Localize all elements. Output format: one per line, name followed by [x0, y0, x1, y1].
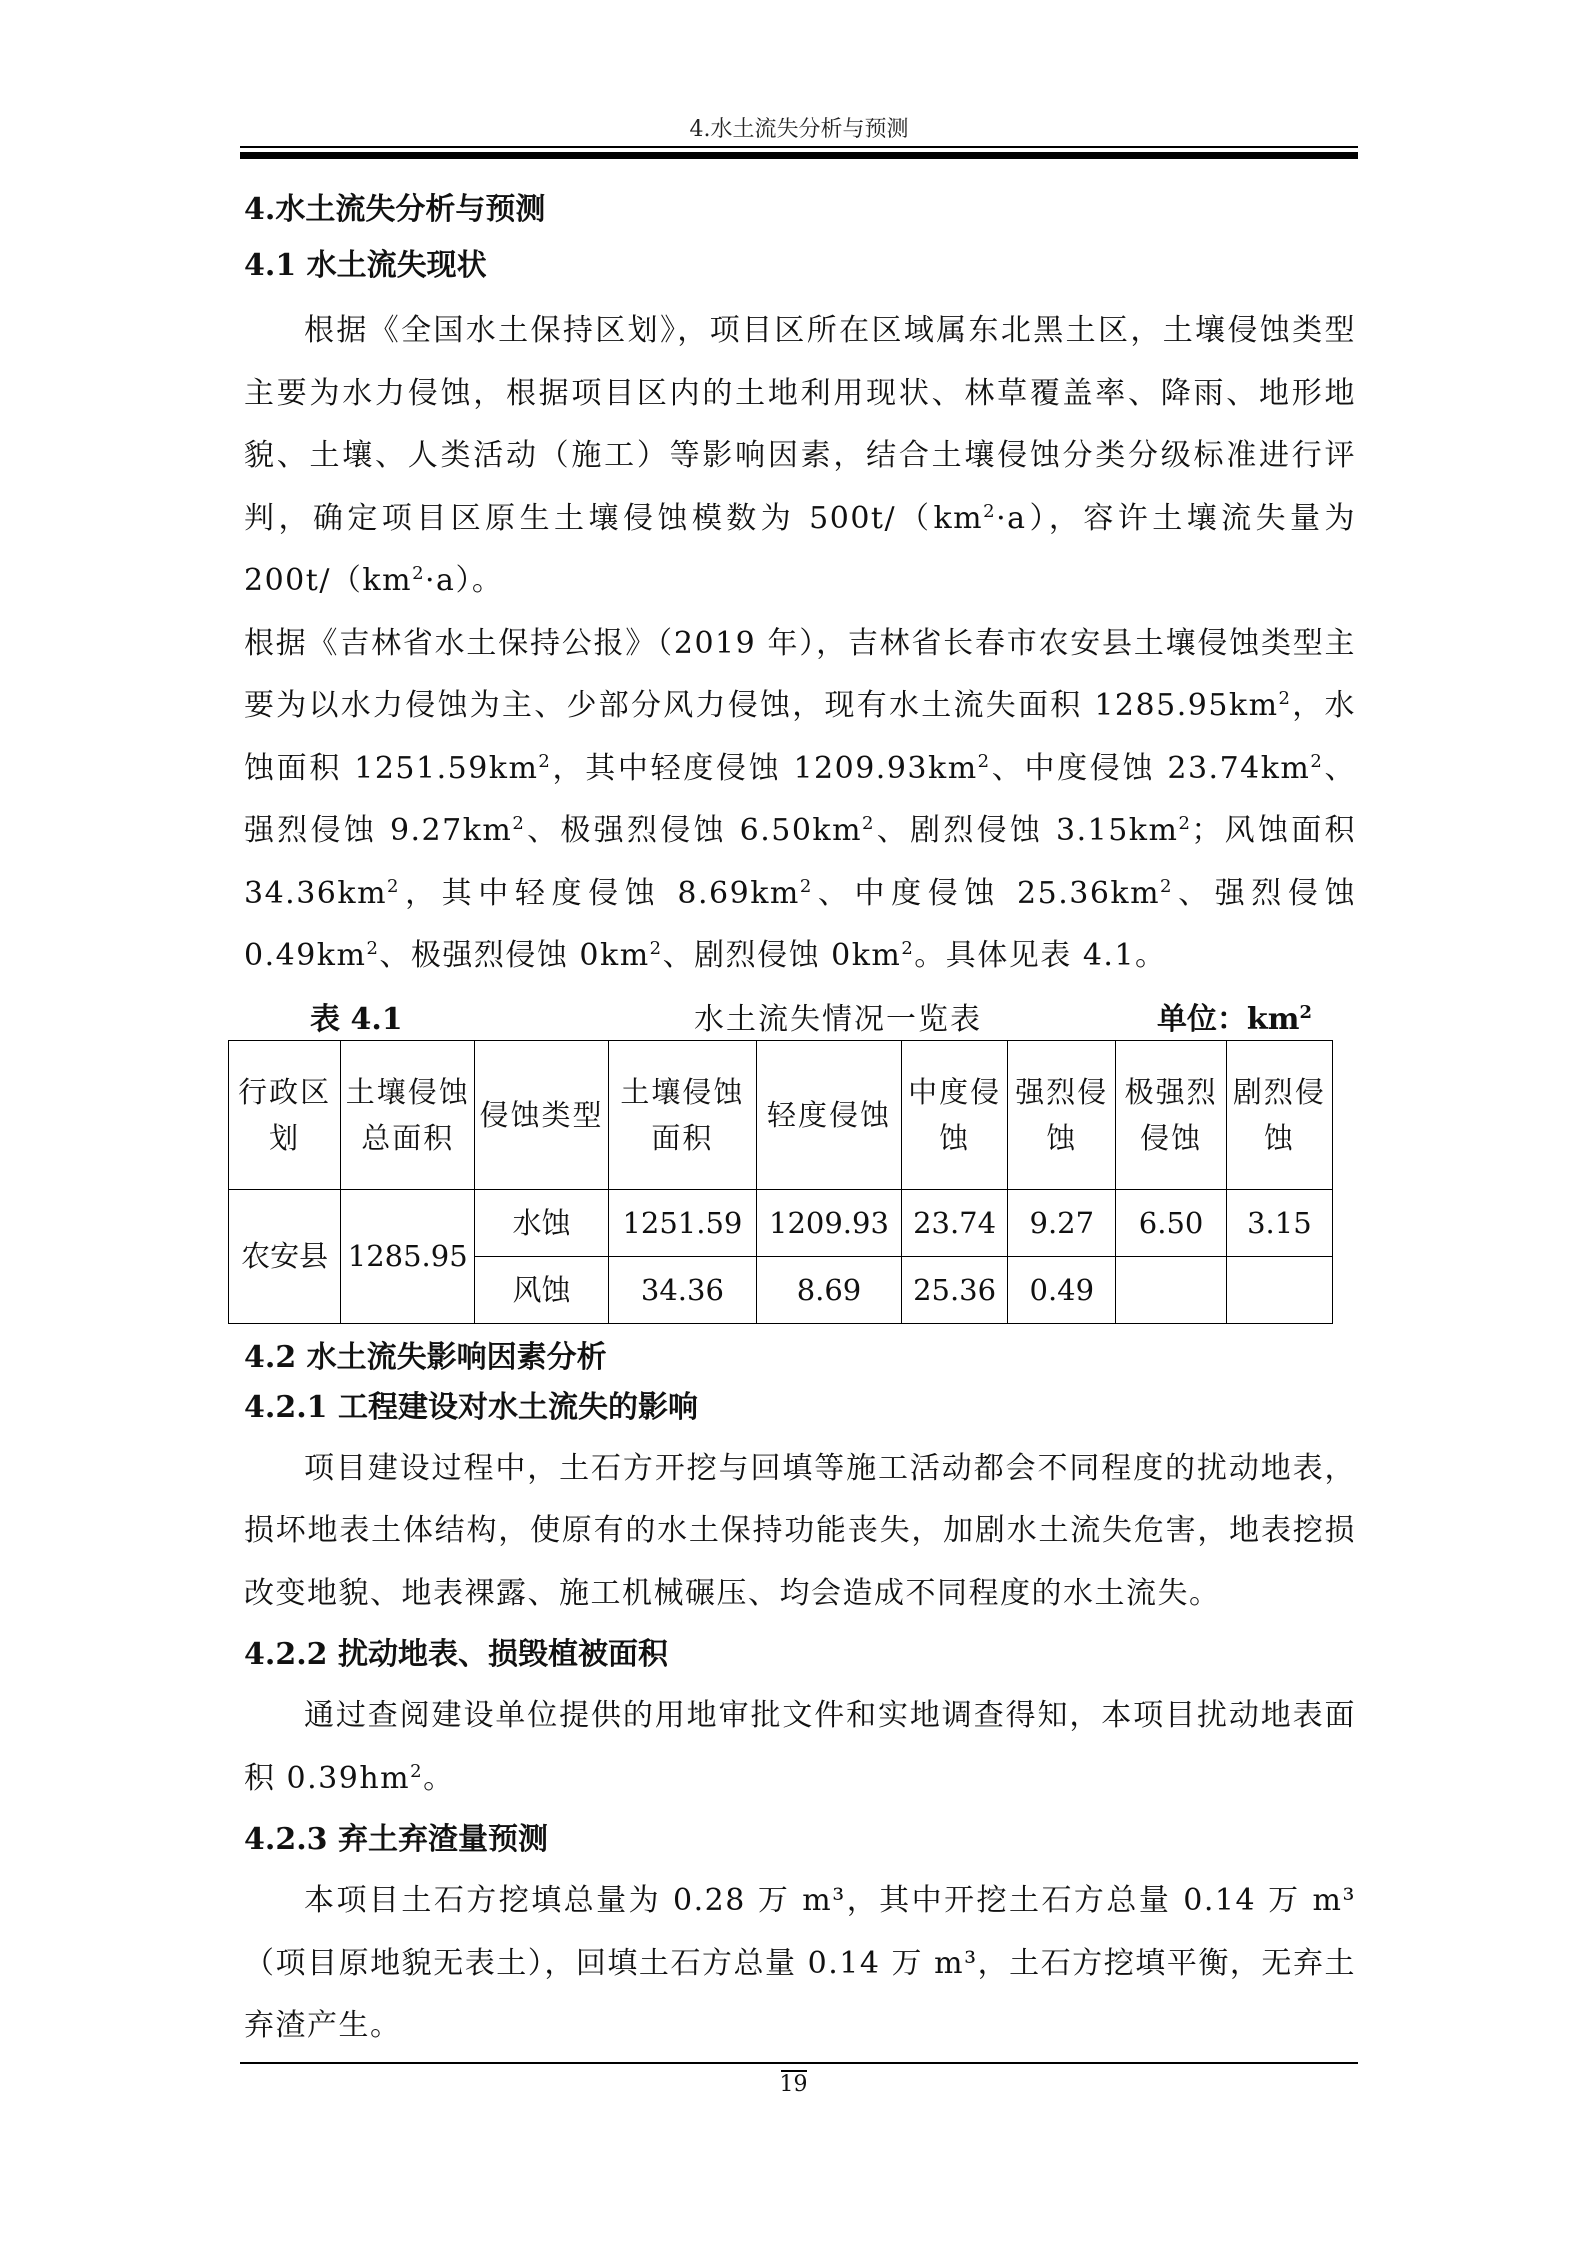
table-title: 水土流失情况一览表 — [694, 1001, 982, 1037]
heading-4-2-2: 4.2.2 扰动地表、损毁植被面积 — [244, 1637, 668, 1672]
header-cell: 侵蚀类型 — [475, 1040, 609, 1189]
paragraph-bulletin: 根据《吉林省水土保持公报》（2019 年），吉林省长春市农安县土壤侵蚀类型主要为以水力侵蚀为主、少部分风力侵蚀，现有水土流失面积 $1285.95km^2$，水蚀面积 $1251.59km^2$，其中轻度侵蚀 $1209.93km^2$、中度侵蚀 $23.74km^2$、强烈侵蚀 $9.27km^2$、极强烈侵蚀 $6.50km^2$、剧烈侵蚀 $3.15km^2$；风蚀面积 $34.36km^2$，其中轻度侵蚀 $8.69km^2$、中度侵蚀 $25.36km^2$、强烈侵蚀 $0.49km^2$、极强烈侵蚀 $0km^2$、剧烈侵蚀 $0km^2$。具体见表 4.1。 — [244, 625, 1357, 973]
heading-4-1: 4.1 水土流失现状 — [244, 248, 487, 283]
type-cell: 风蚀 — [475, 1256, 609, 1323]
header-cell: 极强烈侵蚀 — [1116, 1040, 1226, 1189]
value-cell: 1209.93 — [756, 1189, 901, 1256]
header-rule-thin — [240, 146, 1358, 148]
paragraph-disturbed-area: 通过查阅建设单位提供的用地审批文件和实地调查得知，本项目扰动地表面积 $0.39hm^2$。 — [244, 1698, 1356, 1796]
header-cell: 行政区划 — [229, 1040, 341, 1189]
paragraph-spoil-forecast: 本项目土石方挖填总量为 0.28 万 m³，其中开挖土石方总量 0.14 万 m³（项目原地貌无表土），回填土石方总量 0.14 万 m³，土石方挖填平衡，无弃土弃渣产生。 — [244, 1883, 1356, 2043]
value-cell: 34.36 — [608, 1256, 756, 1323]
value-cell: 25.36 — [901, 1256, 1007, 1323]
footer-rule — [240, 2062, 1358, 2064]
header-cell: 剧烈侵蚀 — [1226, 1040, 1332, 1189]
table-number: 表 4.1 — [310, 1001, 403, 1037]
value-cell: 6.50 — [1116, 1189, 1226, 1256]
paragraph-erosion-zoning: 根据《全国水土保持区划》，项目区所在区域属东北黑土区，土壤侵蚀类型主要为水力侵蚀，根据项目区内的土地利用现状、林草覆盖率、降雨、地形地貌、土壤、人类活动（施工）等影响因素，结合土壤侵蚀分类分级标准进行评判，确定项目区原生土壤侵蚀模数为 $500t/(km^2\cdot a)$，容许土壤流失量为 $200t/(km^2\cdot a)$。 — [244, 313, 1356, 598]
table-unit: 单位：$km^2$ — [1156, 1001, 1312, 1037]
header-cell: 轻度侵蚀 — [756, 1040, 901, 1189]
value-cell: 0.49 — [1008, 1256, 1116, 1323]
heading-4-2: 4.2 水土流失影响因素分析 — [244, 1339, 607, 1375]
header-cell: 土壤侵蚀面积 — [608, 1040, 756, 1189]
header-rule-thick — [240, 152, 1358, 159]
heading-4-2-3: 4.2.3 弃土弃渣量预测 — [244, 1822, 548, 1857]
table-caption — [244, 988, 1356, 1040]
table-row — [229, 1189, 1333, 1256]
value-cell: 3.15 — [1226, 1189, 1332, 1256]
value-cell: 8.69 — [756, 1256, 901, 1323]
running-header: 4.水土流失分析与预测 — [689, 117, 909, 142]
section-title: 4.水土流失分析与预测 — [244, 192, 546, 227]
region-cell: 农安县 — [229, 1189, 341, 1323]
paragraph-construction-impact: 项目建设过程中，土石方开挖与回填等施工活动都会不同程度的扰动地表，损坏地表土体结构，使原有的水土保持功能丧失，加剧水土流失危害，地表挖损改变地貌、地表裸露、施工机械碾压、均会造成不同程度的水土流失。 — [244, 1450, 1356, 1611]
header-cell: 强烈侵蚀 — [1008, 1040, 1116, 1189]
value-cell: 9.27 — [1008, 1189, 1116, 1256]
value-cell — [1226, 1256, 1332, 1323]
header-cell: 中度侵蚀 — [901, 1040, 1007, 1189]
value-cell — [1116, 1256, 1226, 1323]
heading-4-2-1: 4.2.1 工程建设对水土流失的影响 — [244, 1389, 698, 1425]
value-cell: 1251.59 — [608, 1189, 756, 1256]
erosion-table — [228, 1040, 1333, 1324]
value-cell: 23.74 — [901, 1189, 1007, 1256]
header-cell: 土壤侵蚀总面积 — [341, 1040, 475, 1189]
table-header-row — [229, 1040, 1333, 1189]
type-cell: 水蚀 — [475, 1189, 609, 1256]
page-content — [238, 190, 1357, 2058]
page-number: 19 — [779, 2072, 808, 2097]
total-area-cell: 1285.95 — [341, 1189, 475, 1323]
